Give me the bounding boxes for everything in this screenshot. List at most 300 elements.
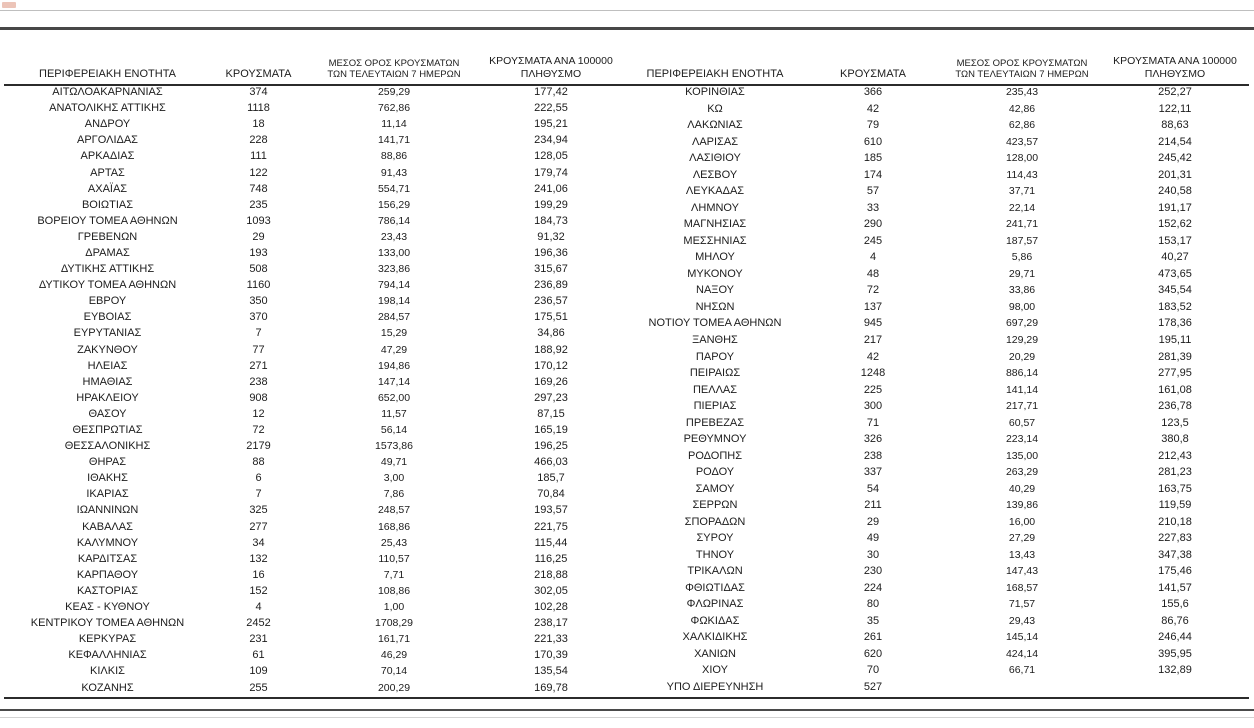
region-name: ΚΙΛΚΙΣ [90, 665, 125, 678]
avg-7day-value: 1,00 [383, 601, 405, 614]
per-100k-value: 170,39 [534, 649, 568, 662]
table-row [622, 365, 1244, 382]
avg-7day-value: 794,14 [377, 279, 411, 292]
cases-value: 4 [255, 601, 262, 614]
avg-7day-value: 33,86 [1008, 284, 1036, 297]
table-row [622, 299, 1244, 316]
table-row [6, 422, 622, 438]
avg-7day-value: 161,71 [377, 633, 411, 646]
per-100k-value: 236,78 [1158, 400, 1192, 413]
cases-value: 88 [252, 456, 265, 469]
per-100k-value: 297,23 [534, 391, 568, 404]
region-name: ΚΟΖΑΝΗΣ [81, 681, 134, 694]
bottom-divider-thick [0, 709, 1254, 711]
region-name: ΣΕΡΡΩΝ [692, 499, 738, 512]
cases-value: 527 [863, 681, 883, 694]
per-100k-value: 188,92 [534, 343, 568, 356]
region-name: ΑΝΔΡΟΥ [84, 118, 131, 131]
table-row [6, 374, 622, 390]
avg-7day-value: 133,00 [377, 246, 411, 259]
avg-7day-value: 235,43 [1005, 86, 1039, 99]
avg-7day-value: 886,14 [1005, 367, 1039, 380]
cases-value: 370 [249, 311, 268, 324]
avg-7day-value: 7,86 [383, 488, 405, 501]
avg-7day-value: 22,14 [1008, 201, 1036, 214]
per-100k-value: 102,28 [534, 601, 568, 614]
avg-7day-value: 13,43 [1008, 548, 1036, 561]
table-row [6, 213, 622, 229]
column-header-avg7: ΜΕΣΟΣ ΟΡΟΣ ΚΡΟΥΣΜΑΤΩΝ ΤΩΝ ΤΕΛΕΥΤΑΙΩΝ 7 ΗΜΕΡΩΝ [327, 58, 461, 80]
region-name: ΙΩΑΝΝΙΝΩΝ [76, 504, 139, 517]
region-name: ΚΕΑΣ - ΚΥΘΝΟΥ [65, 601, 150, 614]
region-name: ΠΑΡΟΥ [695, 350, 735, 363]
per-100k-value: 185,7 [537, 472, 565, 485]
per-100k-value: 169,26 [534, 375, 568, 388]
cases-value: 238 [249, 375, 268, 388]
table-row [6, 406, 622, 422]
region-name: ΑΝΑΤΟΛΙΚΗΣ ΑΤΤΙΚΗΣ [49, 102, 166, 115]
cases-value: 238 [863, 449, 883, 462]
table-row [6, 84, 622, 100]
cases-value: 29 [252, 230, 265, 243]
region-name: ΚΑΛΥΜΝΟΥ [76, 536, 139, 549]
avg-7day-value: 98,00 [1008, 300, 1036, 313]
per-100k-value: 214,54 [1158, 135, 1192, 148]
cases-value: 80 [866, 598, 880, 611]
table-row [622, 546, 1244, 563]
per-100k-value: 196,25 [534, 440, 568, 453]
cases-value: 109 [249, 665, 268, 678]
cases-value: 290 [863, 218, 883, 231]
per-100k-value: 238,17 [534, 617, 568, 630]
region-name: ΒΟΡΕΙΟΥ ΤΟΜΕΑ ΑΘΗΝΩΝ [37, 214, 178, 227]
avg-7day-value: 223,14 [1005, 433, 1039, 446]
column-header-cases: ΚΡΟΥΣΜΑΤΑ [225, 68, 292, 80]
per-100k-value: 196,36 [534, 246, 568, 259]
cases-value: 33 [866, 201, 880, 214]
region-name: ΛΕΣΒΟΥ [692, 168, 738, 181]
table-row [6, 309, 622, 325]
cases-value: 122 [249, 166, 268, 179]
avg-7day-value: 3,00 [383, 472, 405, 485]
region-name: ΚΩ [707, 102, 723, 115]
avg-7day-value: 141,71 [377, 134, 411, 147]
avg-7day-value: 11,14 [381, 118, 407, 131]
per-100k-value: 466,03 [534, 456, 568, 469]
cases-value: 228 [249, 134, 268, 147]
per-100k-value: 199,29 [534, 198, 568, 211]
table-row [622, 646, 1244, 663]
table-bottom-line [4, 697, 1249, 699]
avg-7day-value: 200,29 [377, 681, 411, 694]
table-row [622, 266, 1244, 283]
table-row [622, 579, 1244, 596]
cases-value: 945 [863, 317, 883, 330]
avg-7day-value: 139,86 [1005, 499, 1039, 512]
region-name: ΑΡΓΟΛΙΔΑΣ [77, 134, 138, 147]
region-name: ΑΧΑΪΑΣ [87, 182, 128, 195]
avg-7day-value: 156,29 [377, 198, 411, 211]
region-name: ΝΗΣΩΝ [695, 300, 735, 313]
per-100k-value: 345,54 [1158, 284, 1192, 297]
table-row [6, 663, 622, 679]
per-100k-value: 87,15 [537, 407, 565, 420]
avg-7day-value: 168,86 [377, 520, 411, 533]
region-name: ΕΥΒΟΙΑΣ [83, 311, 132, 324]
avg-7day-value: 187,57 [1005, 234, 1039, 247]
cases-value: 366 [863, 86, 883, 99]
cases-value: 71 [866, 416, 880, 429]
avg-7day-value: 5,86 [1011, 251, 1033, 264]
region-name: ΦΘΙΩΤΙΔΑΣ [685, 581, 745, 594]
cases-value: 72 [866, 284, 880, 297]
per-100k-value: 170,12 [534, 359, 568, 372]
cases-value: 325 [249, 504, 268, 517]
cases-value: 70 [866, 664, 880, 677]
cases-value: 29 [866, 515, 880, 528]
avg-7day-value: 29,71 [1008, 267, 1036, 280]
per-100k-value: 473,65 [1158, 267, 1192, 280]
avg-7day-value: 29,43 [1008, 614, 1036, 627]
per-100k-value: 347,38 [1158, 548, 1192, 561]
cases-value: 350 [249, 295, 268, 308]
region-name: ΥΠΟ ΔΙΕΡΕΥΝΗΣΗ [666, 681, 764, 694]
per-100k-value: 315,67 [534, 263, 568, 276]
per-100k-value: 183,52 [1158, 300, 1192, 313]
region-name: ΑΙΤΩΛΟΑΚΑΡΝΑΝΙΑΣ [52, 86, 163, 99]
table-row [6, 519, 622, 535]
per-100k-value: 252,27 [1158, 86, 1192, 99]
table-row [6, 390, 622, 406]
cases-value: 132 [249, 552, 268, 565]
per-100k-value: 115,44 [534, 536, 568, 549]
per-100k-value: 218,88 [534, 568, 568, 581]
avg-7day-value: 168,57 [1005, 581, 1039, 594]
table-row [622, 200, 1244, 217]
per-100k-value: 161,08 [1158, 383, 1192, 396]
avg-7day-value: 1573,86 [375, 440, 413, 453]
region-name: ΗΛΕΙΑΣ [87, 359, 128, 372]
table-row [622, 332, 1244, 349]
column-header-per100k: ΚΡΟΥΣΜΑΤΑ ΑΝΑ 100000 ΠΛΗΘΥΣΜΟ [1113, 55, 1237, 80]
avg-7day-value: 49,71 [380, 456, 408, 469]
region-name: ΜΑΓΝΗΣΙΑΣ [683, 218, 747, 231]
avg-7day-value: 62,86 [1008, 119, 1036, 132]
table-row [6, 277, 622, 293]
per-100k-value: 40,27 [1161, 251, 1189, 264]
table-row [622, 596, 1244, 613]
avg-7day-value: 16,00 [1008, 515, 1036, 528]
table-row [6, 454, 622, 470]
cases-value: 77 [252, 343, 265, 356]
cases-value: 908 [249, 391, 268, 404]
avg-7day-value: 263,29 [1005, 466, 1039, 479]
cases-value: 1248 [860, 367, 886, 380]
table-row [6, 486, 622, 502]
cases-value: 7 [255, 327, 262, 340]
region-name: ΠΙΕΡΙΑΣ [693, 400, 737, 413]
region-name: ΚΟΡΙΝΘΙΑΣ [685, 86, 745, 99]
per-100k-value: 246,44 [1158, 631, 1192, 644]
table-row [6, 164, 622, 180]
column-header-per100k: ΚΡΟΥΣΜΑΤΑ ΑΝΑ 100000 ΠΛΗΘΥΣΜΟ [489, 55, 613, 80]
table-row [622, 513, 1244, 530]
avg-7day-value: 697,29 [1005, 317, 1039, 330]
cases-value: 111 [250, 150, 267, 163]
per-100k-value: 281,39 [1158, 350, 1192, 363]
column-header-cases: ΚΡΟΥΣΜΑΤΑ [840, 68, 906, 80]
per-100k-value: 179,74 [534, 166, 568, 179]
cases-value: 35 [866, 614, 880, 627]
table-row [622, 348, 1244, 365]
avg-7day-value: 554,71 [377, 182, 411, 195]
table-row [6, 438, 622, 454]
region-name: ΘΕΣΣΑΛΟΝΙΚΗΣ [64, 440, 151, 453]
per-100k-value: 122,11 [1158, 102, 1192, 115]
per-100k-value: 395,95 [1158, 647, 1192, 660]
table-row [6, 229, 622, 245]
avg-7day-value: 424,14 [1005, 647, 1039, 660]
cases-value: 2452 [246, 617, 271, 630]
avg-7day-value: 194,86 [377, 359, 411, 372]
region-name: ΤΗΝΟΥ [695, 548, 735, 561]
per-100k-value: 281,23 [1158, 466, 1192, 479]
table-row [622, 447, 1244, 464]
cases-value: 271 [249, 359, 268, 372]
cases-value: 42 [866, 102, 880, 115]
table-row [622, 414, 1244, 431]
per-100k-value: 234,94 [534, 134, 568, 147]
region-name: ΠΡΕΒΕΖΑΣ [685, 416, 745, 429]
table-row [6, 647, 622, 663]
region-name: ΜΗΛΟΥ [695, 251, 735, 264]
cases-value: 54 [866, 482, 880, 495]
region-name: ΚΕΝΤΡΙΚΟΥ ΤΟΜΕΑ ΑΘΗΝΩΝ [30, 617, 185, 630]
per-100k-value: 201,31 [1158, 168, 1192, 181]
avg-7day-value: 762,86 [377, 102, 411, 115]
avg-7day-value: 11,57 [381, 407, 407, 420]
table-row [622, 216, 1244, 233]
cases-value: 174 [863, 168, 883, 181]
region-name: ΤΡΙΚΑΛΩΝ [687, 565, 743, 578]
region-name: ΦΩΚΙΔΑΣ [690, 614, 740, 627]
per-100k-value: 221,33 [534, 633, 568, 646]
per-100k-value: 141,57 [1158, 581, 1192, 594]
table-row [622, 480, 1244, 497]
top-divider-thick [0, 27, 1254, 30]
cases-value: 211 [864, 499, 882, 512]
avg-7day-value: 25,43 [380, 536, 408, 549]
cases-value: 277 [249, 520, 268, 533]
table-row [622, 381, 1244, 398]
region-name: ΧΑΛΚΙΔΙΚΗΣ [682, 631, 748, 644]
table-row [622, 150, 1244, 167]
cases-value: 48 [866, 267, 880, 280]
header-row [6, 44, 622, 84]
cases-value: 49 [866, 532, 880, 545]
avg-7day-value: 1708,29 [375, 617, 413, 630]
table-row [6, 358, 622, 374]
per-100k-value: 119,59 [1158, 499, 1192, 512]
avg-7day-value: 37,71 [1008, 185, 1036, 198]
cases-value: 6 [255, 472, 262, 485]
cases-value: 1160 [246, 279, 271, 292]
table-row [622, 464, 1244, 481]
cases-value: 326 [863, 433, 883, 446]
region-name: ΡΟΔΟΠΗΣ [687, 449, 743, 462]
avg-7day-value: 71,57 [1008, 598, 1036, 611]
avg-7day-value: 241,71 [1005, 218, 1039, 231]
region-name: ΣΑΜΟΥ [695, 482, 735, 495]
table-row [6, 261, 622, 277]
per-100k-value: 212,43 [1158, 449, 1192, 462]
region-name: ΑΡΚΑΔΙΑΣ [80, 150, 135, 163]
avg-7day-value: 56,14 [380, 424, 408, 437]
cases-value: 230 [863, 565, 883, 578]
per-100k-value: 227,83 [1158, 532, 1192, 545]
region-name: ΚΕΡΚΥΡΑΣ [78, 633, 137, 646]
table-row [6, 470, 622, 486]
table-row [6, 116, 622, 132]
cases-value: 72 [252, 424, 265, 437]
avg-7day-value: 652,00 [377, 391, 411, 404]
table-row [6, 197, 622, 213]
region-name: ΗΜΑΘΙΑΣ [82, 375, 133, 388]
cases-value: 42 [866, 350, 880, 363]
region-name: ΞΑΝΘΗΣ [692, 333, 738, 346]
avg-7day-value [938, 679, 1106, 696]
table-row [6, 181, 622, 197]
table-row [622, 249, 1244, 266]
region-name: ΚΑΣΤΟΡΙΑΣ [76, 584, 139, 597]
table-row [6, 583, 622, 599]
table-row [6, 342, 622, 358]
region-name: ΒΟΙΩΤΙΑΣ [81, 198, 134, 211]
table-row [622, 662, 1244, 679]
per-100k-value: 116,25 [534, 552, 568, 565]
avg-7day-value: 20,29 [1008, 350, 1036, 363]
avg-7day-value: 217,71 [1005, 400, 1039, 413]
region-name: ΜΕΣΣΗΝΙΑΣ [683, 234, 747, 247]
avg-7day-value: 147,14 [377, 375, 411, 388]
avg-7day-value: 42,86 [1008, 102, 1036, 115]
table-row [622, 679, 1244, 696]
per-100k-value: 210,18 [1158, 515, 1192, 528]
region-name: ΘΕΣΠΡΩΤΙΑΣ [72, 424, 143, 437]
per-100k-value: 191,17 [1158, 201, 1192, 214]
per-100k-value: 86,76 [1161, 614, 1189, 627]
table-row [622, 497, 1244, 514]
per-100k-value: 70,84 [537, 488, 565, 501]
region-name: ΕΒΡΟΥ [88, 295, 127, 308]
per-100k-value: 88,63 [1161, 119, 1189, 132]
cases-value: 300 [863, 400, 883, 413]
cases-value: 225 [863, 383, 883, 396]
table-row [6, 245, 622, 261]
avg-7day-value: 88,86 [380, 150, 408, 163]
table-row [622, 117, 1244, 134]
region-name: ΓΡΕΒΕΝΩΝ [77, 230, 138, 243]
avg-7day-value: 40,29 [1008, 482, 1036, 495]
per-100k-value: 195,11 [1158, 333, 1192, 346]
region-name: ΝΟΤΙΟΥ ΤΟΜΕΑ ΑΘΗΝΩΝ [648, 317, 782, 330]
per-100k-value: 128,05 [534, 150, 568, 163]
table-row [622, 613, 1244, 630]
table-row [622, 563, 1244, 580]
per-100k-value: 184,73 [534, 214, 568, 227]
avg-7day-value: 108,86 [377, 584, 411, 597]
cases-value: 620 [863, 647, 883, 660]
per-100k-value: 236,57 [534, 295, 568, 308]
region-name: ΧΙΟΥ [702, 664, 728, 677]
per-100k-value: 34,86 [537, 327, 565, 340]
table-row [622, 431, 1244, 448]
per-100k-value: 236,89 [534, 279, 568, 292]
avg-7day-value: 145,14 [1005, 631, 1039, 644]
regional-cases-tables [6, 44, 1244, 696]
table-row [622, 530, 1244, 547]
cases-value: 57 [866, 185, 880, 198]
table-row [622, 629, 1244, 646]
cases-value: 610 [863, 135, 883, 148]
region-name: ΛΗΜΝΟΥ [691, 201, 739, 214]
cases-value: 508 [249, 263, 268, 276]
region-name: ΘΗΡΑΣ [88, 456, 127, 469]
avg-7day-value: 7,71 [383, 568, 405, 581]
avg-7day-value: 60,57 [1008, 416, 1036, 429]
avg-7day-value: 129,29 [1005, 333, 1039, 346]
avg-7day-value: 27,29 [1008, 532, 1036, 545]
table-row [6, 293, 622, 309]
region-name: ΚΕΦΑΛΛΗΝΙΑΣ [68, 649, 147, 662]
table-row [6, 567, 622, 583]
region-name: ΝΑΞΟΥ [696, 284, 734, 297]
bottom-divider-thin [0, 717, 1254, 718]
regional-cases-table-right [622, 44, 1244, 696]
region-name: ΚΑΒΑΛΑΣ [82, 520, 133, 533]
region-name: ΣΠΟΡΑΔΩΝ [684, 515, 746, 528]
cases-value: 2179 [246, 440, 271, 453]
avg-7day-value: 323,86 [377, 263, 411, 276]
table-row [622, 84, 1244, 101]
avg-7day-value: 46,29 [380, 649, 408, 662]
per-100k-value [1106, 679, 1244, 696]
per-100k-value: 241,06 [534, 182, 568, 195]
per-100k-value: 135,54 [534, 665, 568, 678]
region-name: ΛΕΥΚΑΔΑΣ [685, 185, 745, 198]
region-name: ΙΚΑΡΙΑΣ [86, 488, 129, 501]
table-row [6, 325, 622, 341]
per-100k-value: 302,05 [534, 584, 568, 597]
avg-7day-value: 110,57 [378, 552, 410, 565]
region-name: ΖΑΚΥΝΘΟΥ [77, 343, 138, 356]
region-name: ΔΡΑΜΑΣ [85, 246, 130, 259]
column-header-avg7: ΜΕΣΟΣ ΟΡΟΣ ΚΡΟΥΣΜΑΤΩΝ ΤΩΝ ΤΕΛΕΥΤΑΙΩΝ 7 ΗΜΕΡΩΝ [955, 58, 1089, 80]
table-row [6, 535, 622, 551]
table-row [6, 502, 622, 518]
avg-7day-value: 114,43 [1006, 168, 1038, 181]
cases-value: 193 [249, 246, 268, 259]
avg-7day-value: 259,29 [377, 86, 411, 99]
per-100k-value: 380,8 [1161, 433, 1189, 446]
cases-value: 231 [249, 633, 268, 646]
table-row [622, 183, 1244, 200]
table-row [622, 282, 1244, 299]
table-row [6, 100, 622, 116]
region-name: ΘΑΣΟΥ [88, 407, 127, 420]
column-header-region: ΠΕΡΙΦΕΡΕΙΑΚΗ ΕΝΟΤΗΤΑ [646, 68, 784, 80]
per-100k-value: 165,19 [534, 424, 568, 437]
